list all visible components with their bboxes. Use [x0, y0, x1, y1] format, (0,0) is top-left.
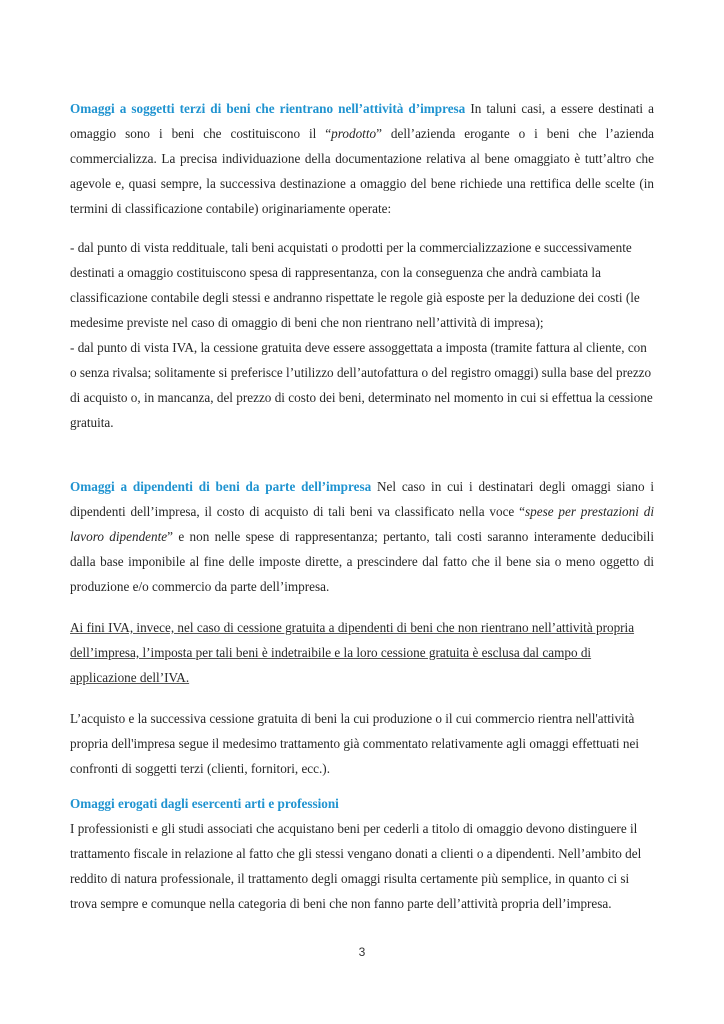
- section-heading-professioni: Omaggi erogati dagli esercenti arti e professioni: [70, 796, 339, 811]
- bullet-reddituale: - dal punto di vista reddituale, tali beni acquistati o prodotti per la commercializzazione e successivamente destinati a omaggio costituiscono spesa di rappresentanza, con la conseguenza che andrà cambiata la classificazione contabile degli stessi e andranno rispettate le regole già esposte per la deduzione dei costi (le medesime previste nel caso di omaggio di beni che non rientrano nell’attività di impresa);: [70, 240, 640, 330]
- document-page: [70, 96, 654, 916]
- section-heading-dipendenti: Omaggi a dipendenti di beni da parte dell’impresa: [70, 479, 372, 494]
- iva-paragraph: Ai fini IVA, invece, nel caso di cessione gratuita a dipendenti di beni che non rientrano nell’attività propria dell’impresa, l’imposta per tali beni è indetraibile e la loro cessione gratuita è esclusa dal campo di applicazione dell’IVA.: [70, 620, 635, 685]
- professioni-paragraph: I professionisti e gli studi associati che acquistano beni per cederli a titolo di omaggio devono distinguere il trattamento fiscale in relazione al fatto che gli stessi vengano donati a clienti o a dipendenti. Nell’ambito del reddito di natura professionale, il trattamento degli omaggi risulta certamente più semplice, in quanto ci si trova sempre e comunque nella categoria di beni che non fanno parte dell’attività propria dell’impresa.: [70, 821, 642, 911]
- section-heading-terzi: Omaggi a soggetti terzi di beni che rientrano nell’attività d’impresa: [70, 101, 466, 116]
- page-number: 3: [358, 945, 366, 959]
- section-terzi-intro: Omaggi a soggetti terzi di beni che rientrano nell’attività d’impresa In taluni casi, a essere destinati a omaggio sono i beni che costituiscono il “prodotto” dell’azienda erogante o i beni che l’azienda commercializza. La precisa individuazione della documentazione relativa al bene omaggiato è tutt’altro che agevole e, quasi sempre, la successiva destinazione a omaggio del bene richiede una rettifica delle scelte (in termini di classificazione contabile) originariamente operate:: [70, 101, 655, 216]
- section-dipendenti-intro: Omaggi a dipendenti di beni da parte dell’impresa Nel caso in cui i destinatari degli omaggi siano i dipendenti dell’impresa, il costo di acquisto di tali beni va classificato nella voce “spese per prestazioni di lavoro dipendente” e non nelle spese di rappresentanza; pertanto, tali costi saranno interamente deducibili dalla base imponibile al fine delle imposte dirette, a prescindere dal fatto che il bene sia o meno oggetto di produzione e/o commercio da parte dell’impresa.: [70, 479, 655, 594]
- purchase-paragraph: L’acquisto e la successiva cessione gratuita di beni la cui produzione o il cui commercio rientra nell'attività propria dell'impresa segue il medesimo trattamento già commentato relativamente agli omaggi effettuati nei confronti di soggetti terzi (clienti, fornitori, ecc.).: [70, 711, 640, 776]
- bullet-iva: - dal punto di vista IVA, la cessione gratuita deve essere assoggettata a imposta (tramite fattura al cliente, con o senza rivalsa; solitamente si preferisce l’utilizzo dell’autofattura o del registro omaggi) sulla base del prezzo di acquisto o, in mancanza, del prezzo di costo dei beni, determinato nel momento in cui si effettua la cessione gratuita.: [70, 340, 653, 430]
